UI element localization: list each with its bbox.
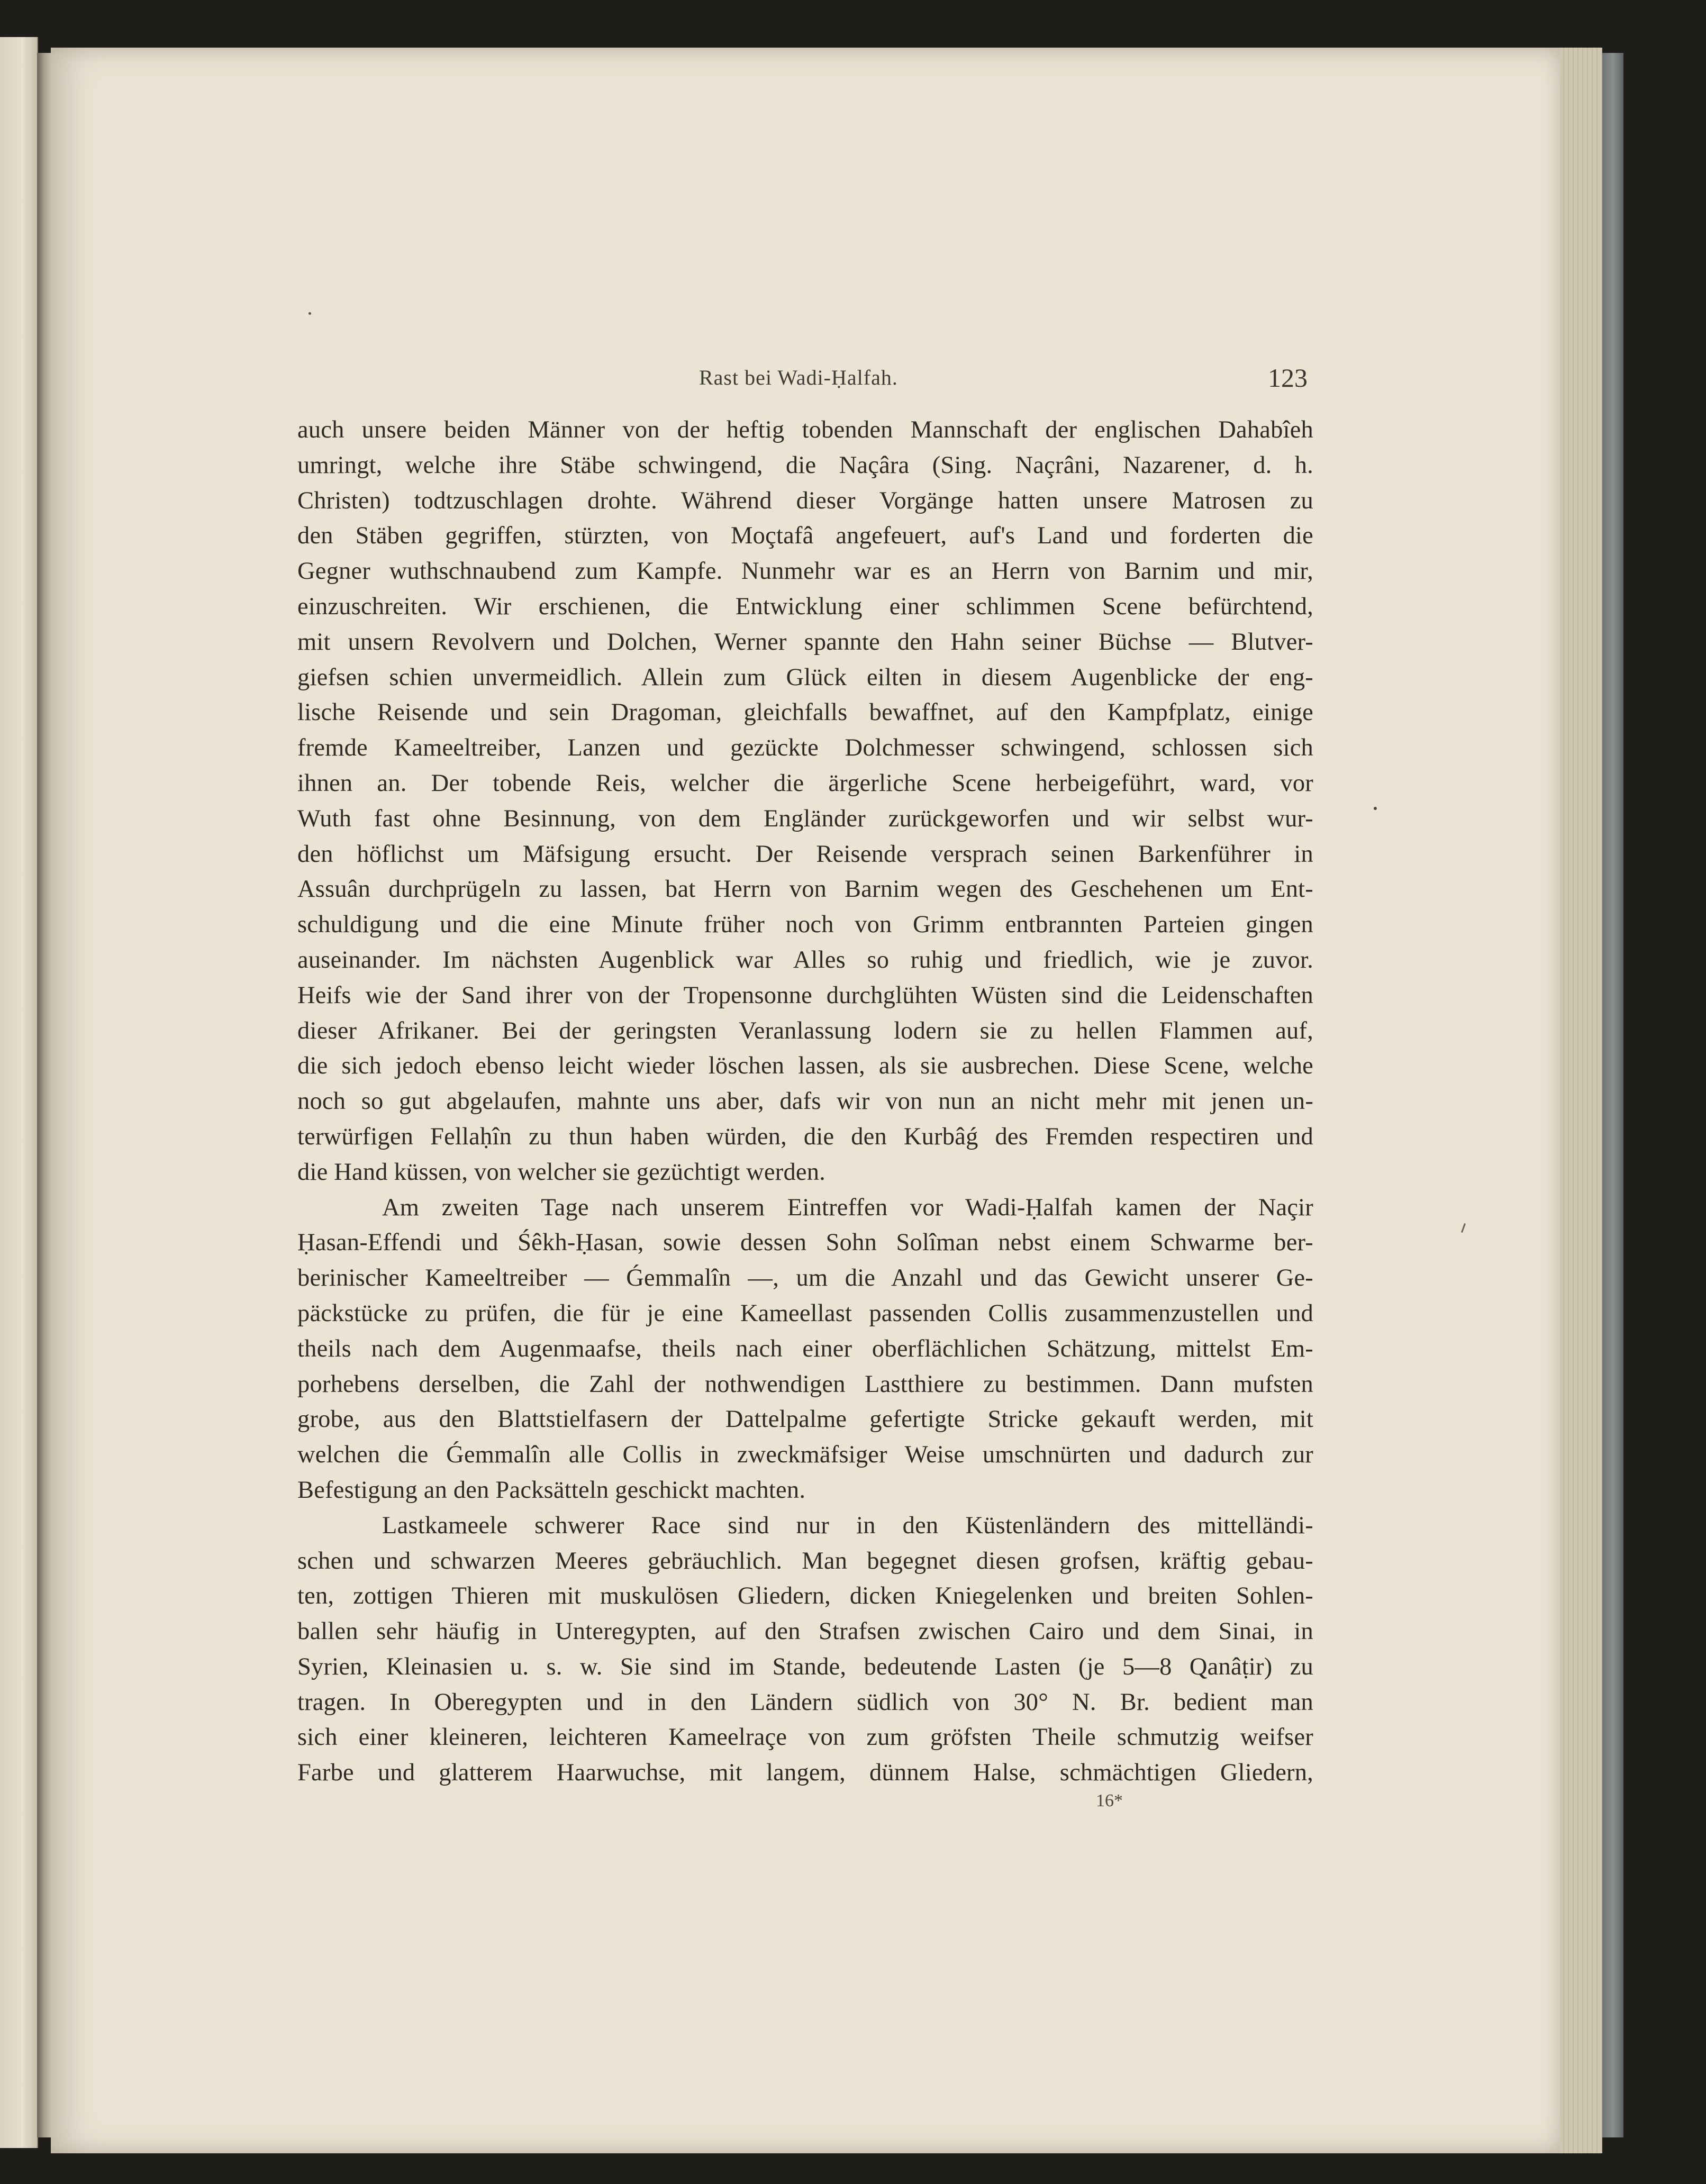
text-line: ten, zottigen Thieren mit muskulösen Gliedern, dicken Kniegelenken und breiten Sohlen- <box>297 1582 1313 1610</box>
paper-mark <box>1461 1223 1466 1233</box>
paper-speck <box>308 312 311 315</box>
text-line: berinischer Kameeltreiber — Ǵemmalîn —, um die Anzahl und das Gewicht unserer Ge- <box>297 1264 1313 1292</box>
text-line: porhebens derselben, die Zahl der nothwendigen Lastthiere zu bestimmen. Dann mufsten <box>297 1370 1313 1398</box>
text-line: welchen die Ǵemmalîn alle Collis in zweckmäfsiger Weise umschnürten und dadurch zur <box>297 1441 1313 1469</box>
text-line: grobe, aus den Blattstielfasern der Dattelpalme gefertigte Stricke gekauft werden, mit <box>297 1406 1313 1433</box>
text-line: schen und schwarzen Meeres gebräuchlich. Man begegnet diesen grofsen, kräftig gebau- <box>297 1547 1313 1575</box>
paragraph-start-line: Am zweiten Tage nach unserem Eintreffen vor Wadi-Ḥalfah kamen der Naçir <box>382 1194 1313 1221</box>
text-line: dieser Afrikaner. Bei der geringsten Veranlassung lodern sie zu hellen Flammen auf, <box>297 1017 1313 1044</box>
book-page <box>51 48 1560 2153</box>
text-line: Wuth fast ohne Besinnung, von dem Engländer zurückgeworfen und wir selbst wur- <box>297 805 1313 832</box>
page-block-edge <box>1560 48 1602 2153</box>
left-page-edge <box>0 37 38 2148</box>
paper-speck <box>1374 807 1377 810</box>
text-line: mit unsern Revolvern und Dolchen, Werner spannte den Hahn seiner Büchse — Blutver- <box>297 628 1313 656</box>
text-line: noch so gut abgelaufen, mahnte uns aber, dafs wir von nun an nicht mehr mit jenen un- <box>297 1088 1313 1115</box>
text-line: ihnen an. Der tobende Reis, welcher die ärgerliche Scene herbeigeführt, ward, vor <box>297 769 1313 797</box>
paragraph-end-line: Befestigung an den Packsätteln geschickt machten. <box>297 1476 806 1504</box>
text-line: Syrien, Kleinasien u. s. w. Sie sind im Stande, bedeutende Lasten (je 5—8 Qanâṭir) zu <box>297 1653 1313 1680</box>
text-line: Assuân durchprügeln zu lassen, bat Herrn von Barnim wegen des Geschehenen um Ent- <box>297 876 1313 903</box>
text-line: die sich jedoch ebenso leicht wieder löschen lassen, als sie ausbrechen. Diese Scene, welche <box>297 1052 1313 1080</box>
text-line: päckstücke zu prüfen, die für je eine Kameellast passenden Collis zusammenzustellen und <box>297 1299 1313 1327</box>
text-line: auseinander. Im nächsten Augenblick war Alles so ruhig und friedlich, wie je zuvor. <box>297 946 1313 973</box>
paragraph-start-line: Lastkameele schwerer Race sind nur in den Küstenländern des mittelländi- <box>382 1512 1313 1539</box>
running-head: Rast bei Wadi-Ḥalfah. <box>699 366 898 389</box>
paragraph-end-line: die Hand küssen, von welcher sie gezüchtigt werden. <box>297 1158 826 1186</box>
text-line: den höflichst um Mäfsigung ersucht. Der Reisende versprach seinen Barkenführer in <box>297 840 1313 868</box>
text-line: Gegner wuthschnaubend zum Kampfe. Nunmehr war es an Herrn von Barnim und mir, <box>297 558 1313 585</box>
text-line: terwürfigen Fellaḥîn zu thun haben würden, die den Kurbâǵ des Fremden respectiren und <box>297 1123 1313 1150</box>
text-line: fremde Kameeltreiber, Lanzen und gezückte Dolchmesser schwingend, schlossen sich <box>297 734 1313 762</box>
text-line: theils nach dem Augenmaafse, theils nach einer oberflächlichen Schätzung, mittelst Em- <box>297 1335 1313 1362</box>
text-line: tragen. In Oberegypten und in den Ländern südlich von 30° N. Br. bedient man <box>297 1688 1313 1716</box>
text-line: ballen sehr häufig in Unteregypten, auf den Strafsen zwischen Cairo und dem Sinai, in <box>297 1618 1313 1645</box>
book-cover-edge <box>1602 53 1623 2137</box>
text-line: umringt, welche ihre Stäbe schwingend, die Naçâra (Sing. Naçrâni, Nazarener, d. h. <box>297 451 1313 479</box>
text-line: Farbe und glatterem Haarwuchse, mit langem, dünnem Halse, schmächtigen Gliedern, <box>297 1759 1313 1787</box>
page-number: 123 <box>1268 363 1308 393</box>
text-line: lische Reisende und sein Dragoman, gleichfalls bewaffnet, auf den Kampfplatz, einige <box>297 699 1313 726</box>
text-line: einzuschreiten. Wir erschienen, die Entwicklung einer schlimmen Scene befürchtend, <box>297 593 1313 620</box>
text-line: auch unsere beiden Männer von der heftig tobenden Mannschaft der englischen Dahabîeh <box>297 416 1313 443</box>
text-line: schuldigung und die eine Minute früher noch von Grimm entbrannten Parteien gingen <box>297 911 1313 939</box>
text-line: Christen) todtzuschlagen drohte. Während dieser Vorgänge hatten unsere Matrosen zu <box>297 487 1313 514</box>
text-line: Ḥasan-Effendi und Śêkh-Ḥasan, sowie dessen Sohn Solîman nebst einem Schwarme ber- <box>297 1229 1313 1257</box>
signature-mark: 16* <box>1096 1791 1123 1810</box>
text-line: Heifs wie der Sand ihrer von der Tropensonne durchglühten Wüsten sind die Leidenschaften <box>297 981 1313 1009</box>
text-line: sich einer kleineren, leichteren Kameelraçe von zum gröfsten Theile schmutzig weifser <box>297 1724 1313 1751</box>
text-line: den Stäben gegriffen, stürzten, von Moçtafâ angefeuert, auf's Land und forderten die <box>297 522 1313 550</box>
text-line: giefsen schien unvermeidlich. Allein zum Glück eilten in diesem Augenblicke der eng- <box>297 663 1313 691</box>
body-text <box>297 413 1313 1791</box>
